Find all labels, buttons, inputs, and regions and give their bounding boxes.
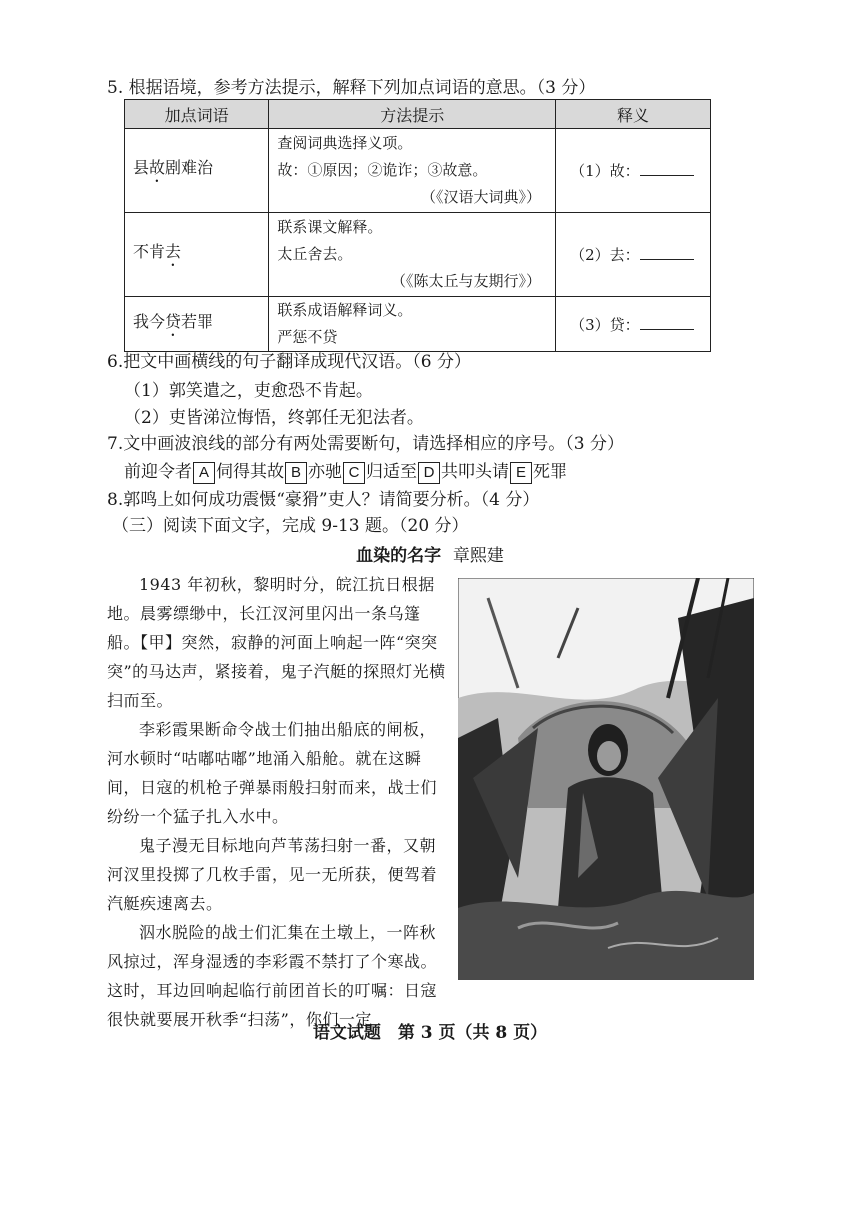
hint-line: 故：①原因；②诡诈；③故意。 [277,161,488,179]
question-6-stem: 6.把文中画横线的句子翻译成现代汉语。（6 分） [107,352,471,372]
article-body [107,570,452,1034]
table-header-row [125,100,711,129]
option-box-a[interactable]: A [193,462,215,484]
method-table [124,99,711,352]
word-cell [125,129,269,213]
hint-line: 严惩不贷 [277,328,338,346]
dotted-word: 贷 [165,311,182,331]
option-box-c[interactable]: C [343,462,365,484]
answer-cell [556,129,711,213]
word-cell [125,213,269,297]
article-title-line [0,541,860,566]
sentence-segment: 归适至 [366,462,417,482]
article-paragraph: 泅水脱险的战士们汇集在土墩上，一阵秋风掠过，浑身湿透的李彩霞不禁打了个寒战。这时，耳边回响起临行前团首长的叮嘱：日寇很快就要展开秋季“扫荡”，你们一定 [107,923,438,1029]
dotted-word: 故 [149,158,166,177]
hint-source: （《汉语大词典》） [421,188,542,206]
question-7-sentence [124,460,567,484]
question-6-item-2: （2）吏皆涕泣悔悟，终郭任无犯法者。 [124,408,424,428]
sentence-segment: 亦驰 [308,462,342,482]
question-6-item-1: （1）郭笑遣之，吏愈恐不肯起。 [124,381,373,401]
word-cell [125,297,269,352]
section-3-stem: （三）阅读下面文字，完成 9-13 题。（20 分） [112,516,469,536]
page-footer: 语文试题 第 3 页（共 8 页） [312,1023,548,1043]
answer-blank[interactable] [640,315,694,330]
article-title: 血染的名字 [356,546,442,566]
hint-cell [269,129,556,213]
answer-label: （2）去： [570,246,640,264]
article-author: 章熙建 [452,546,504,566]
sentence-segment: 死罪 [533,462,567,482]
table-row [125,297,711,352]
answer-cell [556,213,711,297]
answer-cell [556,297,711,352]
hint-line: 太丘舍去。 [277,245,353,263]
hint-line: 查阅词典选择义项。 [277,134,413,152]
question-8-stem: 8.郭鸣上如何成功震慑“豪猾”吏人？请简要分析。（4 分） [107,490,540,510]
word-text: 我今 [133,311,166,331]
question-5-stem: 5. 根据语境，参考方法提示，解释下列加点词语的意思。（3 分） [107,78,596,98]
option-box-e[interactable]: E [510,462,532,484]
word-text: 若罪 [181,311,214,331]
hint-cell [269,297,556,352]
ink-painting-image [458,578,754,980]
answer-label: （3）贷： [570,315,640,334]
hint-cell [269,213,556,297]
answer-label: （1）故： [570,162,640,180]
header-meaning: 释义 [556,100,711,129]
question-7-stem: 7.文中画波浪线的部分有两处需要断句，请选择相应的序号。（3 分） [107,434,624,454]
option-box-b[interactable]: B [285,462,307,484]
table-row [125,213,711,297]
answer-blank[interactable] [640,161,694,176]
ink-illustration [458,578,754,980]
article-paragraph: 鬼子漫无目标地向芦苇荡扫射一番，又朝河汊里投掷了几枚手雷，见一无所获，便驾着汽艇疾速离去。 [107,836,438,913]
answer-blank[interactable] [640,245,694,260]
sentence-segment: 伺得其故 [216,462,284,482]
dotted-word: 去 [165,242,182,261]
article-paragraph: 1943 年初秋，黎明时分，皖江抗日根据地。晨雾缥缈中，长江汊河里闪出一条乌篷船。【甲】突然，寂静的河面上响起一阵“突突突”的马达声，紧接着，鬼子汽艇的探照灯光横扫而至。 [107,575,446,710]
article-paragraph: 李彩霞果断命令战士们抽出船底的闸板，河水顿时“咕嘟咕嘟”地涌入船舱。就在这瞬间，日寇的机枪子弹暴雨般扫射而来，战士们纷纷一个猛子扎入水中。 [107,720,438,826]
header-method: 方法提示 [269,100,556,129]
word-text: 不肯 [133,242,166,261]
table-row [125,129,711,213]
hint-line: 联系成语解释词义。 [277,301,413,319]
header-word: 加点词语 [125,100,269,129]
sentence-segment: 前迎令者 [124,462,192,482]
sentence-segment: 共叩头请 [441,462,509,482]
option-box-d[interactable]: D [418,462,440,484]
hint-source: （《陈太丘与友期行》） [391,272,542,290]
hint-line: 联系课文解释。 [277,218,383,236]
word-text: 剧难治 [165,158,214,177]
word-text: 县 [133,158,150,177]
